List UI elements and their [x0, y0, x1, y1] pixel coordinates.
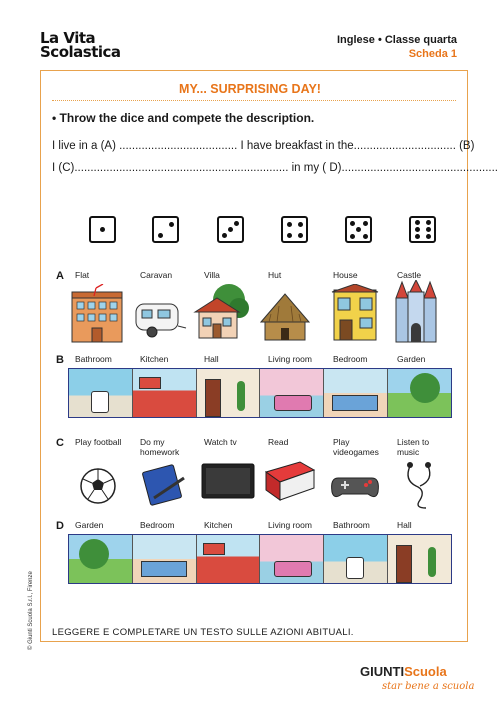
castle-icon [390, 280, 442, 344]
label-caravan: Caravan [140, 270, 173, 280]
label-bedroom-b: Bedroom [333, 354, 368, 364]
die-1 [89, 216, 116, 243]
text-line-1: I live in a (A) ..................................... I have breakfast in the................................ (B) [52, 140, 475, 152]
football-icon [78, 466, 118, 506]
label-hall-d: Hall [397, 520, 412, 530]
hall-scene [197, 369, 261, 417]
label-flat: Flat [75, 270, 90, 280]
label-listen-music: Listen to music [397, 437, 430, 457]
die-5 [345, 216, 372, 243]
die-3 [217, 216, 244, 243]
label-do-homework: Do my homework [140, 437, 180, 457]
bathroom-scene [324, 535, 388, 583]
row-letter-a: A [56, 270, 64, 282]
flat-icon [70, 284, 126, 344]
title-divider [52, 100, 456, 101]
label-play-videogames: Play videogames [333, 437, 379, 457]
brand-logo [360, 664, 447, 679]
bedroom-scene [133, 535, 197, 583]
row-letter-d: D [56, 520, 64, 532]
brand-name-1: GIUNTI [360, 664, 405, 679]
header-info [337, 33, 457, 61]
label-hut: Hut [268, 270, 282, 280]
logo-line2: Scolastica [40, 43, 121, 61]
page-title: MY... SURPRISING DAY! [179, 82, 321, 96]
earphones-icon [396, 460, 442, 510]
caravan-icon [132, 300, 188, 340]
label-bathroom-d: Bathroom [333, 520, 370, 530]
kitchen-scene [197, 535, 261, 583]
kitchen-scene [133, 369, 197, 417]
footer-note: LEGGERE E COMPLETARE UN TESTO SULLE AZIONI ABITUALI. [52, 627, 354, 638]
label-play-football: Play football [75, 437, 122, 447]
brand-name-2: Scuola [404, 664, 447, 679]
copyright-note: © Giunti Scuola S.r.l., Firenze [28, 571, 34, 650]
room-strip-b [68, 368, 452, 418]
label-bedroom-d: Bedroom [140, 520, 175, 530]
tv-icon [200, 462, 256, 502]
label-house: House [333, 270, 358, 280]
label-bathroom-b: Bathroom [75, 354, 112, 364]
garden-scene [388, 369, 451, 417]
villa-icon [193, 282, 251, 342]
label-livingroom-d: Living room [268, 520, 312, 530]
room-strip-d [68, 534, 452, 584]
brand-slogan: star bene a scuola [382, 681, 475, 692]
row-letter-b: B [56, 354, 64, 366]
label-garden-b: Garden [397, 354, 426, 364]
bathroom-scene [69, 369, 133, 417]
label-livingroom-b: Living room [268, 354, 312, 364]
label-hall-b: Hall [204, 354, 219, 364]
row-letter-c: C [56, 437, 64, 449]
label-watch-tv: Watch tv [204, 437, 237, 447]
logo-line1: La Vita [40, 29, 96, 47]
label-kitchen-b: Kitchen [140, 354, 169, 364]
house-icon [330, 284, 380, 344]
die-4 [281, 216, 308, 243]
dice-row [85, 216, 445, 246]
subject-label: Inglese • Classe quarta [336, 34, 457, 46]
label-garden-d: Garden [75, 520, 104, 530]
sheet-label: Scheda 1 [408, 48, 457, 60]
die-6 [409, 216, 436, 243]
label-read: Read [268, 437, 289, 447]
hall-scene [388, 535, 451, 583]
label-kitchen-d: Kitchen [204, 520, 233, 530]
gamepad-icon [330, 472, 380, 502]
bedroom-scene [324, 369, 388, 417]
label-villa: Villa [204, 270, 220, 280]
instruction: • Throw the dice and compete the description. [52, 111, 315, 125]
garden-scene [69, 535, 133, 583]
die-2 [152, 216, 179, 243]
homework-icon [140, 462, 190, 508]
label-castle: Castle [397, 270, 422, 280]
text-line-2: I (C)................................................................... in my ( D)................................................. [52, 162, 499, 174]
logo [40, 31, 121, 59]
book-icon [262, 460, 318, 504]
hut-icon [257, 292, 313, 342]
livingroom-scene [260, 369, 324, 417]
livingroom-scene [260, 535, 324, 583]
